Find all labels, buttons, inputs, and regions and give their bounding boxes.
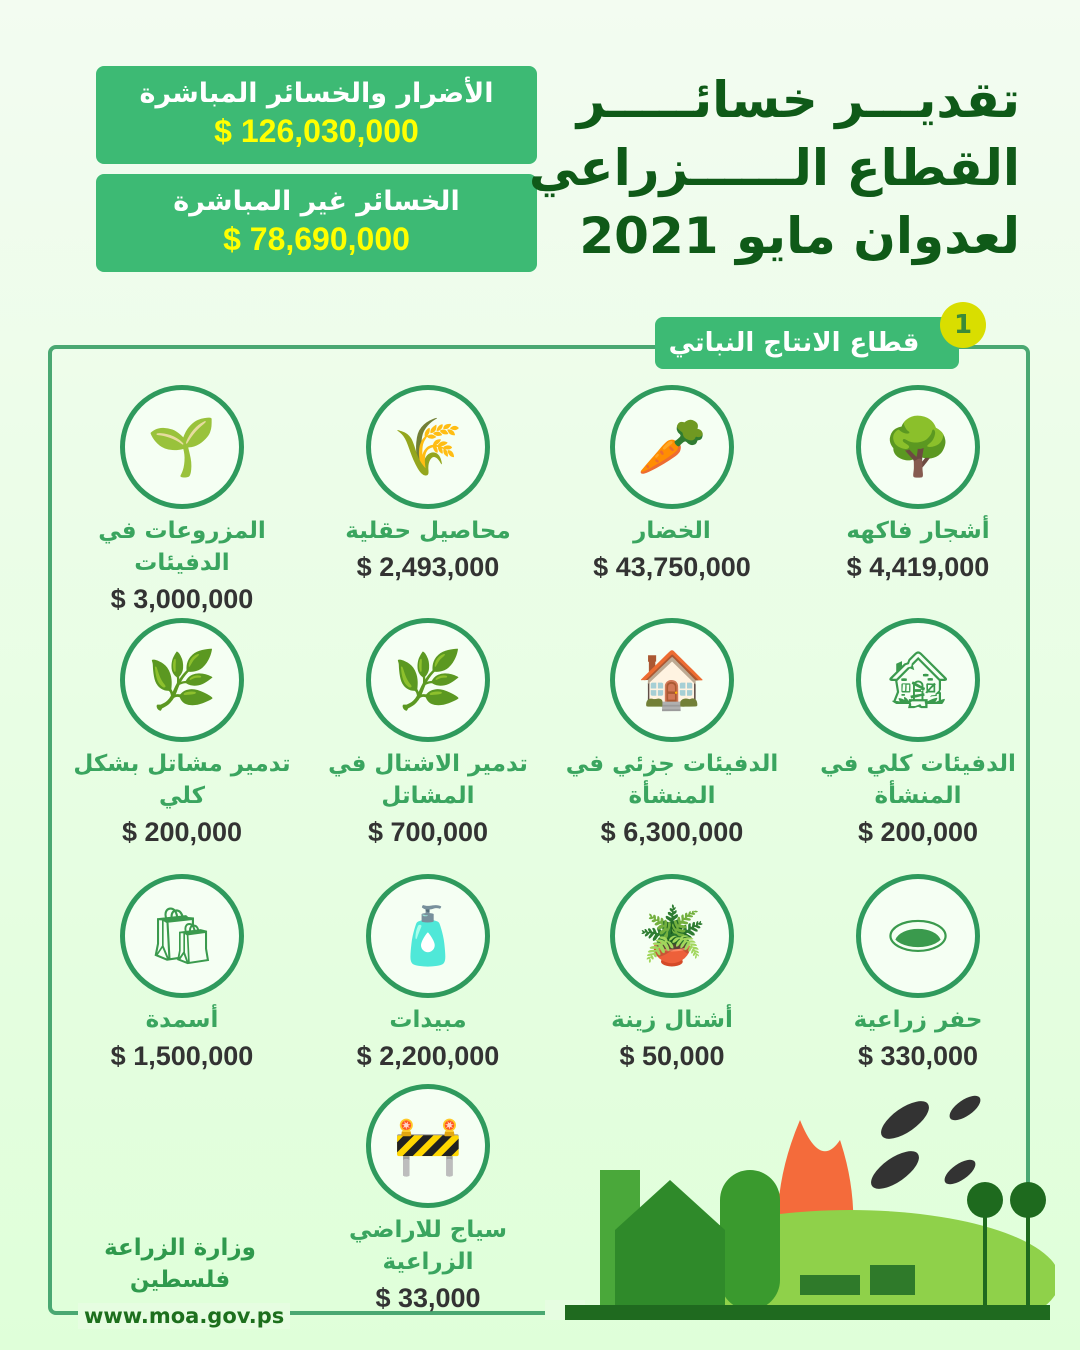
item-label: تدمير الاشتال في المشاتل — [328, 751, 528, 809]
item-value: $ 1,500,000 — [110, 1041, 254, 1071]
nursery-icon: 🌿 — [147, 648, 217, 713]
item-label: الدفيئات جزئي في المنشأة — [565, 751, 779, 809]
item-label: المزروعات في الدفيئات — [98, 518, 266, 576]
item-label: الدفيئات كلي في المنشأة — [820, 751, 1016, 809]
sector-number-badge: 1 — [940, 302, 986, 348]
loss-item — [554, 874, 790, 1072]
loss-item — [64, 874, 300, 1072]
icon-circle — [366, 385, 490, 509]
item-label: سياج للاراضي الزراعية — [349, 1217, 507, 1275]
potted-plant-icon: 🪴 — [637, 904, 707, 969]
fence-icon: 🚧 — [393, 1114, 463, 1179]
crater-icon: 🕳 — [882, 904, 954, 969]
item-label: تدمير مشاتل بشكل كلي — [73, 751, 291, 809]
item-label: أشتال زينة — [611, 1007, 733, 1033]
icon-circle — [610, 618, 734, 742]
item-label: حفر زراعية — [853, 1007, 983, 1033]
icon-circle — [610, 874, 734, 998]
icon-circle — [610, 385, 734, 509]
fertilizer-bag-icon: 🛍 — [146, 904, 218, 969]
loss-item — [800, 618, 1036, 848]
item-value: $ 3,000,000 — [110, 584, 254, 614]
loss-item — [800, 385, 1036, 583]
pesticide-icon: 🧴 — [393, 904, 463, 969]
farm-attack-illustration — [560, 1085, 1055, 1320]
icon-circle — [366, 618, 490, 742]
destroyed-greenhouse-icon: 🏚 — [882, 648, 954, 713]
icon-circle — [856, 874, 980, 998]
fruit-tree-icon: 🌳 — [883, 415, 953, 480]
sector-label: قطاع الانتاج النباتي — [655, 317, 959, 369]
item-value: $ 200,000 — [121, 817, 243, 847]
loss-item — [64, 618, 300, 848]
item-label: محاصيل حقلية — [345, 518, 511, 544]
loss-item — [64, 385, 300, 615]
loss-item — [554, 385, 790, 583]
page-title: تقديـــر خسائـــــر القطاع الــــــزراعي لعدوان مايو 2021 — [528, 71, 1020, 265]
website-link[interactable]: www.moa.gov.ps — [78, 1303, 290, 1329]
ministry-name: وزارة الزراعة فلسطين — [104, 1235, 256, 1293]
item-value: $ 4,419,000 — [846, 552, 990, 582]
item-label: مبيدات — [389, 1007, 467, 1033]
seedlings-icon: 🌿 — [393, 648, 463, 713]
item-label: أسمدة — [145, 1007, 219, 1033]
loss-item — [310, 874, 546, 1072]
icon-circle — [856, 618, 980, 742]
loss-item — [310, 385, 546, 583]
item-value: $ 50,000 — [619, 1041, 725, 1071]
item-value: $ 2,200,000 — [356, 1041, 500, 1071]
item-label: الخضار — [633, 518, 711, 544]
item-value: $ 330,000 — [857, 1041, 979, 1071]
icon-circle — [120, 385, 244, 509]
damaged-greenhouse-icon: 🏠 — [637, 648, 707, 713]
item-value: $ 2,493,000 — [356, 552, 500, 582]
greenhouse-plant-icon: 🌱 — [147, 415, 217, 480]
loss-item — [310, 618, 546, 848]
icon-circle — [120, 874, 244, 998]
item-value: $ 6,300,000 — [600, 817, 744, 847]
icon-circle — [366, 1084, 490, 1208]
loss-item — [554, 618, 790, 848]
loss-item — [310, 1084, 546, 1314]
item-value: $ 43,750,000 — [593, 552, 751, 582]
item-value: $ 700,000 — [367, 817, 489, 847]
loss-item — [800, 874, 1036, 1072]
vegetables-icon: 🥕 — [637, 415, 707, 480]
item-value: $ 33,000 — [375, 1283, 481, 1313]
direct-losses-box: الأضرار والخسائر المباشرة $ 126,030,000 — [96, 66, 537, 164]
wheat-icon: 🌾 — [393, 415, 463, 480]
icon-circle — [856, 385, 980, 509]
item-label: أشجار فاكهه — [846, 518, 990, 544]
item-value: $ 200,000 — [857, 817, 979, 847]
icon-circle — [120, 618, 244, 742]
icon-circle — [366, 874, 490, 998]
indirect-losses-box: الخسائر غير المباشرة $ 78,690,000 — [96, 174, 537, 272]
